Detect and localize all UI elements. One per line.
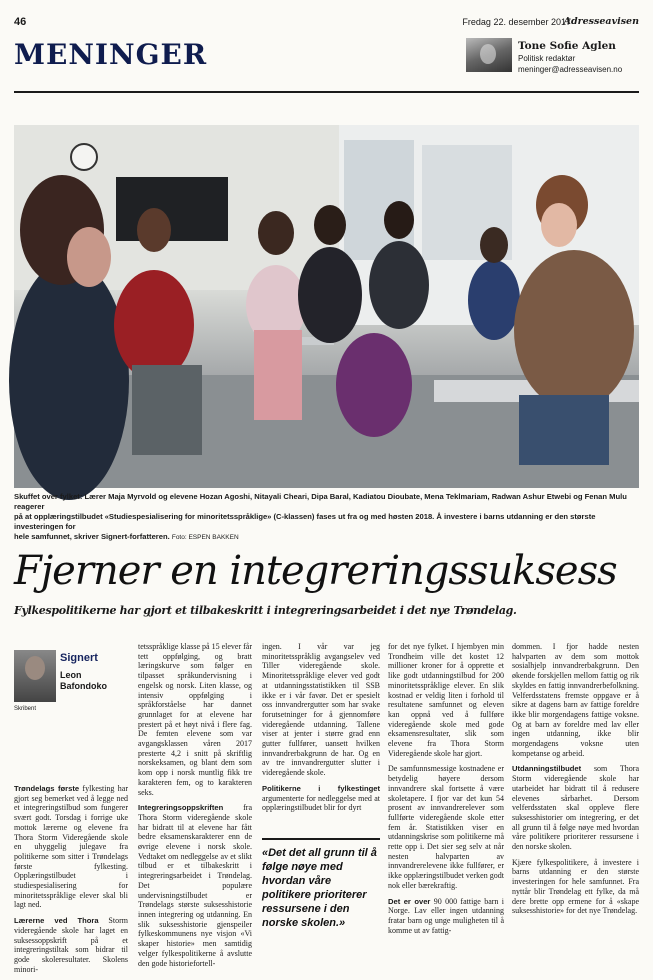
- paragraph: Lærerne ved Thora Storm videregående skole har laget en suksessoppskrift på et integreringstiltak som bidrar til gode skoleresultater. Skolens minori-: [14, 916, 128, 974]
- caption-line3: hele samfunnet, skriver Signert-forfatteren.: [14, 532, 170, 541]
- paragraph: Trøndelags første fylkesting har gjort seg bemerket ved å legge ned et integreringstilbud som fungerer svært godt. Torsdag i forrige uke mottok lærerne og elevene fra Thora Storm Videregående skole en uhyggelig julegave fra politikerne som sitter i Trøndelags første fylkesting. Opplæringstilbudet i studiespesialisering for minoritetsspråklige elever skal bli lagt ned.: [14, 784, 128, 910]
- paragraph: Integreringsoppskriften fra Thora Storm videregående skole har bidratt til at elevene har fått bedre eksamenskarakterer enn de øvrige elevene i norsk skole. Vedtaket om nedleggelse av et slikt tilbud er et tilbakeskritt i integreringsarbeidet i Trøndelag. Det populære undervisningstilbudet er Trøndelags største suksesshistorie innen integrering og utdanning. En slik suksesshistorie gjenspeiler fylkeskommunens nye visjon «Vi skaper historie» men samtidig velger fylkespolitikerne å avslutte den gode historiefortell-: [138, 803, 252, 968]
- paragraph: Utdanningstilbudet som Thora Storm videregående skole har utarbeidet har bidratt til å redusere elevenes sårbarhet. Dersom velferdsstaten skal oppleve flere suksesshistorier om integrering, er det all grunn til å følge nøye med hvordan våre politikere prioriterer ressursene i den norske skolen.: [512, 764, 639, 852]
- article-headline: Fjerner en integreringssuksess: [14, 548, 617, 594]
- paragraph: ingen. I vår var jeg minoritetsspråklig avgangselev ved Tiller videregående skole. Minoritetsspråklige elever ved godt at utdanningsstatistikken til SSB ikke er i vår favør. Det er spesielt oss innvandrergutter som har svake forutsetninger for å gjennomføre videregående utdanning. Tallene viser at jenter i større grad enn gutter fullfører, uansett hvilken innvandrerbakgrunn de har. Og en av tre innvandrergutter slutter i videregående skole.: [262, 642, 380, 778]
- editor-photo: [466, 38, 512, 72]
- photo-credit: Foto: ESPEN BAKKEN: [171, 534, 239, 541]
- paragraph: for det nye fylket. I hjembyen min Trondheim ville det kostet 12 millioner kroner for å opprette et like godt utdanningstilbud for 200 minoritetsspråklige elever. En slik kostnad er veldig liten i forhold til resultatene samfunnet og eleven kan oppnå ved å fullføre videregående skole med gode eksamensresultater, slik som elevene fra Thora Storm Videregående skole har gjort.: [388, 642, 504, 758]
- editor-role: Politisk redaktør: [518, 54, 576, 63]
- author-photo: [14, 650, 56, 702]
- newspaper-logo: Adresseavisen: [563, 16, 639, 27]
- photo-caption: [14, 492, 639, 543]
- byline-tag: Signert: [60, 652, 98, 664]
- paragraph: De samfunnsmessige kostnadene er betydelig høyere dersom innvandrere skal fortsette å være skoletapere. I fjor var det kun 54 prosent av innvandrerelever som fullførte videregående skole etter fem år. Statistikken viser en utdanningskrise som politikerne må rette opp i. Det sier seg selv at når nesten halvparten av innvandrerelevene ikke fullfører, er ikke opplæringstilbudet verken godt nok eller bærekraftig.: [388, 764, 504, 890]
- pull-quote: «Det det all grunn til å følge nøye med hvordan våre politikere prioriterer ressursene i den norske skolen.»: [262, 847, 377, 929]
- author-name: Leon Bafondoko: [60, 670, 107, 691]
- byline: [14, 650, 109, 720]
- paragraph: Det er over 90 000 fattige barn i Norge. Lav eller ingen utdanning fratar barn og unge muligheten til å komme ut av fattig-: [388, 896, 504, 935]
- section-title: MENINGER: [14, 38, 208, 71]
- article-photo: [14, 125, 639, 488]
- author-role: Skribent: [14, 706, 37, 712]
- column-2: [138, 642, 252, 974]
- pullquote-rule: [262, 838, 380, 840]
- article-deck: Fylkespolitikerne har gjort et tilbakeskritt i integreringsarbeidet i det nye Trøndelag.: [14, 604, 517, 617]
- caption-line1: Lærer Maja Myrvold og elevene Hozan Agoshi, Nitayali Cheari, Dipa Baral, Kadiatou Dioubate, Mena Teklmariam, Radwan Ashur Etwebi og Fenan Mulu reagerer: [14, 492, 627, 511]
- editor-email: meninger@adresseavisen.no: [518, 65, 623, 74]
- header-rule: [14, 91, 639, 93]
- column-1: [14, 784, 128, 980]
- column-3: [262, 642, 380, 819]
- paragraph: tetsspråklige klasse på 15 elever får tett oppfølging, og bratt læringskurve som følger en tilpasset språkundervisning i engelsk og norsk. Liten klasse, og intensiv oppfølging i språkforståelse har dannet grunnlaget for at elevene har prestert på et høyt nivå i flere fag. De femten elevene som var avgangsklassen våren 2017 presterte 4,2 i snitt på skriftlig norskeksamen, og blant dem som kom opp i norsk muntlig fikk tre karakteren fem, og to karakteren seks.: [138, 642, 252, 797]
- column-5: [512, 642, 639, 922]
- editor-box: [466, 38, 641, 88]
- issue-date: Fredag 22. desember 2017: [462, 17, 571, 27]
- paragraph: Kjære fylkespolitikere, å investere i barns utdanning er den største investeringen for hele samfunnet. Fra nyttår blir Trøndelag ett fylke, da må dere brette opp ermene for å «skape suksesshistorie» for det nye Trøndelag.: [512, 857, 639, 916]
- page-number: 46: [14, 16, 27, 28]
- editor-name: Tone Sofie Aglen: [518, 40, 616, 52]
- caption-line2: på at opplæringstilbudet «Studiespesialisering for minoritetsspråklige» (C-klassen) fases ut fra og med høsten 2018. Å investere i barns utdanning er den største investeringen for: [14, 512, 596, 531]
- column-4: [388, 642, 504, 941]
- caption-lead: Skuffet over fylket:: [14, 492, 83, 501]
- page-header: [14, 16, 639, 32]
- paragraph: Politikerne i fylkestinget argumenterte for nedleggelse med at opplæringstilbudet blir for dyrt: [262, 783, 380, 813]
- paragraph: dommen. I fjor hadde nesten halvparten av dem som mottok sosialhjelp innvandrerbakgrunn. Den økende forskjellen mellom fattig og rik skyldes en fattig innvandrerbefolkning. Velferdsstatens fremste oppgave er å sikre at dagens barn av fattige foreldre ikke blir morgendagens fattige voksne. Og at barn av foreldre med lav eller ingen utdanning, ikke blir morgendagens voksne uten kompetanse og arbeid.: [512, 642, 639, 758]
